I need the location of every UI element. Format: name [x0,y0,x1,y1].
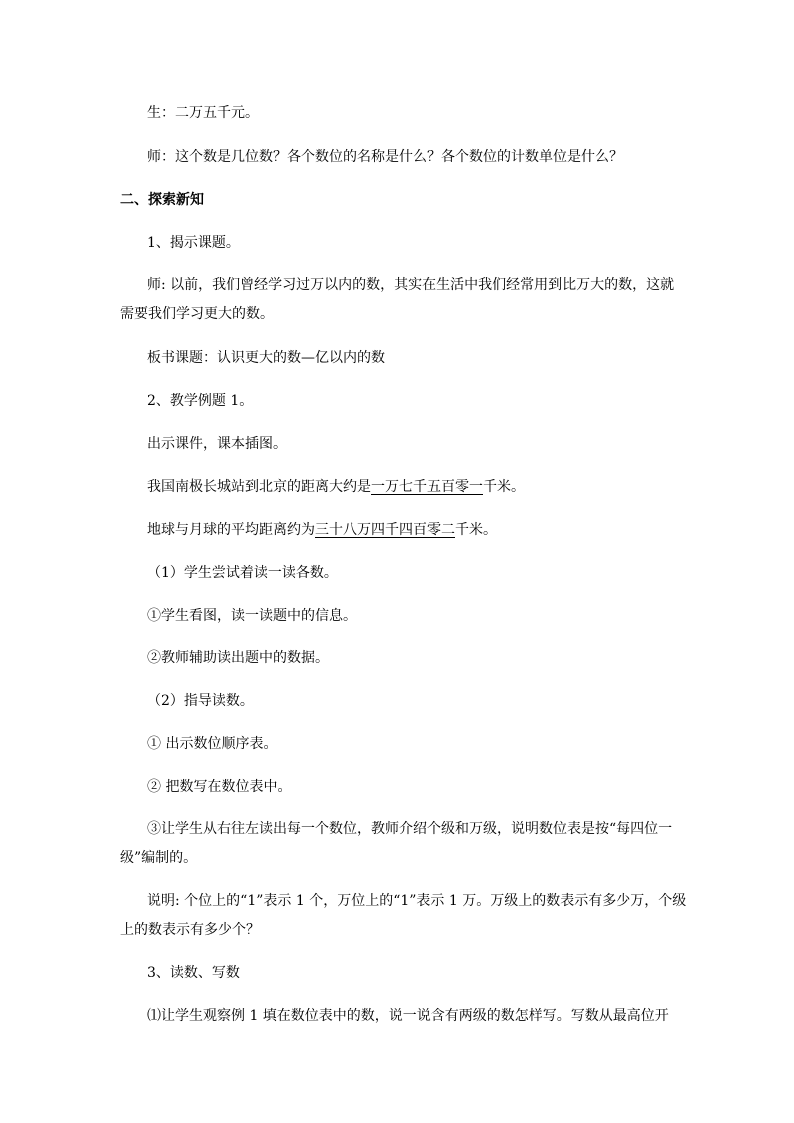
paragraph-distance-moon [147,521,677,540]
text-segment: 地球与月球的平均距离约为 [147,522,315,538]
paragraph-explanation: 说明: 个位上的“1”表示 1 个，万位上的“1”表示 1 万。万级上的数表示有多少万，个级 [147,893,687,909]
text-segment: 我国南极长城站到北京的距离大约是 [147,479,371,495]
underlined-number: 一万七千五百零一 [371,479,483,495]
list-item-write-in-table: ② 把数写在数位表中。 [147,779,292,795]
paragraph-teacher-intro-cont: 需要我们学习更大的数。 [120,306,274,322]
list-item-try-reading: （1）学生尝试着读一读各数。 [147,565,338,581]
text-segment: 千米。 [455,522,497,538]
underlined-number: 三十八万四千四百零二 [315,522,455,538]
step-heading-2: 2、教学例题 1。 [147,393,254,409]
list-item-read-positions: ③让学生从右往左读出每一个数位，教师介绍个级和万级，说明数位表是按“每四位一 [147,821,673,837]
step-heading-3: 3、读数、写数 [147,965,240,981]
step-heading-1: 1、揭示课题。 [147,235,240,251]
paragraph-observe-example: ⑴让学生观察例 1 填在数位表中的数，说一说含有两级的数怎样写。写数从最高位开 [147,1008,669,1024]
list-item-show-table: ① 出示数位顺序表。 [147,736,278,752]
list-item-observe: ①学生看图，读一读题中的信息。 [147,608,357,624]
paragraph-teacher-question: 师：这个数是几位数？各个数位的名称是什么？各个数位的计数单位是什么？ [147,149,623,165]
list-item-read-positions-cont: 级”编制的。 [120,850,198,866]
list-item-assist: ②教师辅助读出题中的数据。 [147,650,329,666]
paragraph-teacher-intro: 师: 以前，我们曾经学习过万以内的数，其实在生活中我们经常用到比万大的数，这就 [147,277,675,293]
text-segment: 千米。 [483,479,525,495]
paragraph-board-title: 板书课题：认识更大的数—亿以内的数 [147,350,385,366]
list-item-guide-reading: （2）指导读数。 [147,693,254,709]
paragraph-distance-antarctic [147,478,677,497]
paragraph-explanation-cont: 上的数表示有多少个？ [120,922,260,938]
section-heading: 二、探索新知 [120,192,204,208]
paragraph-student-answer: 生：二万五千元。 [147,105,259,121]
paragraph-show-courseware: 出示课件，课本插图。 [147,436,287,452]
